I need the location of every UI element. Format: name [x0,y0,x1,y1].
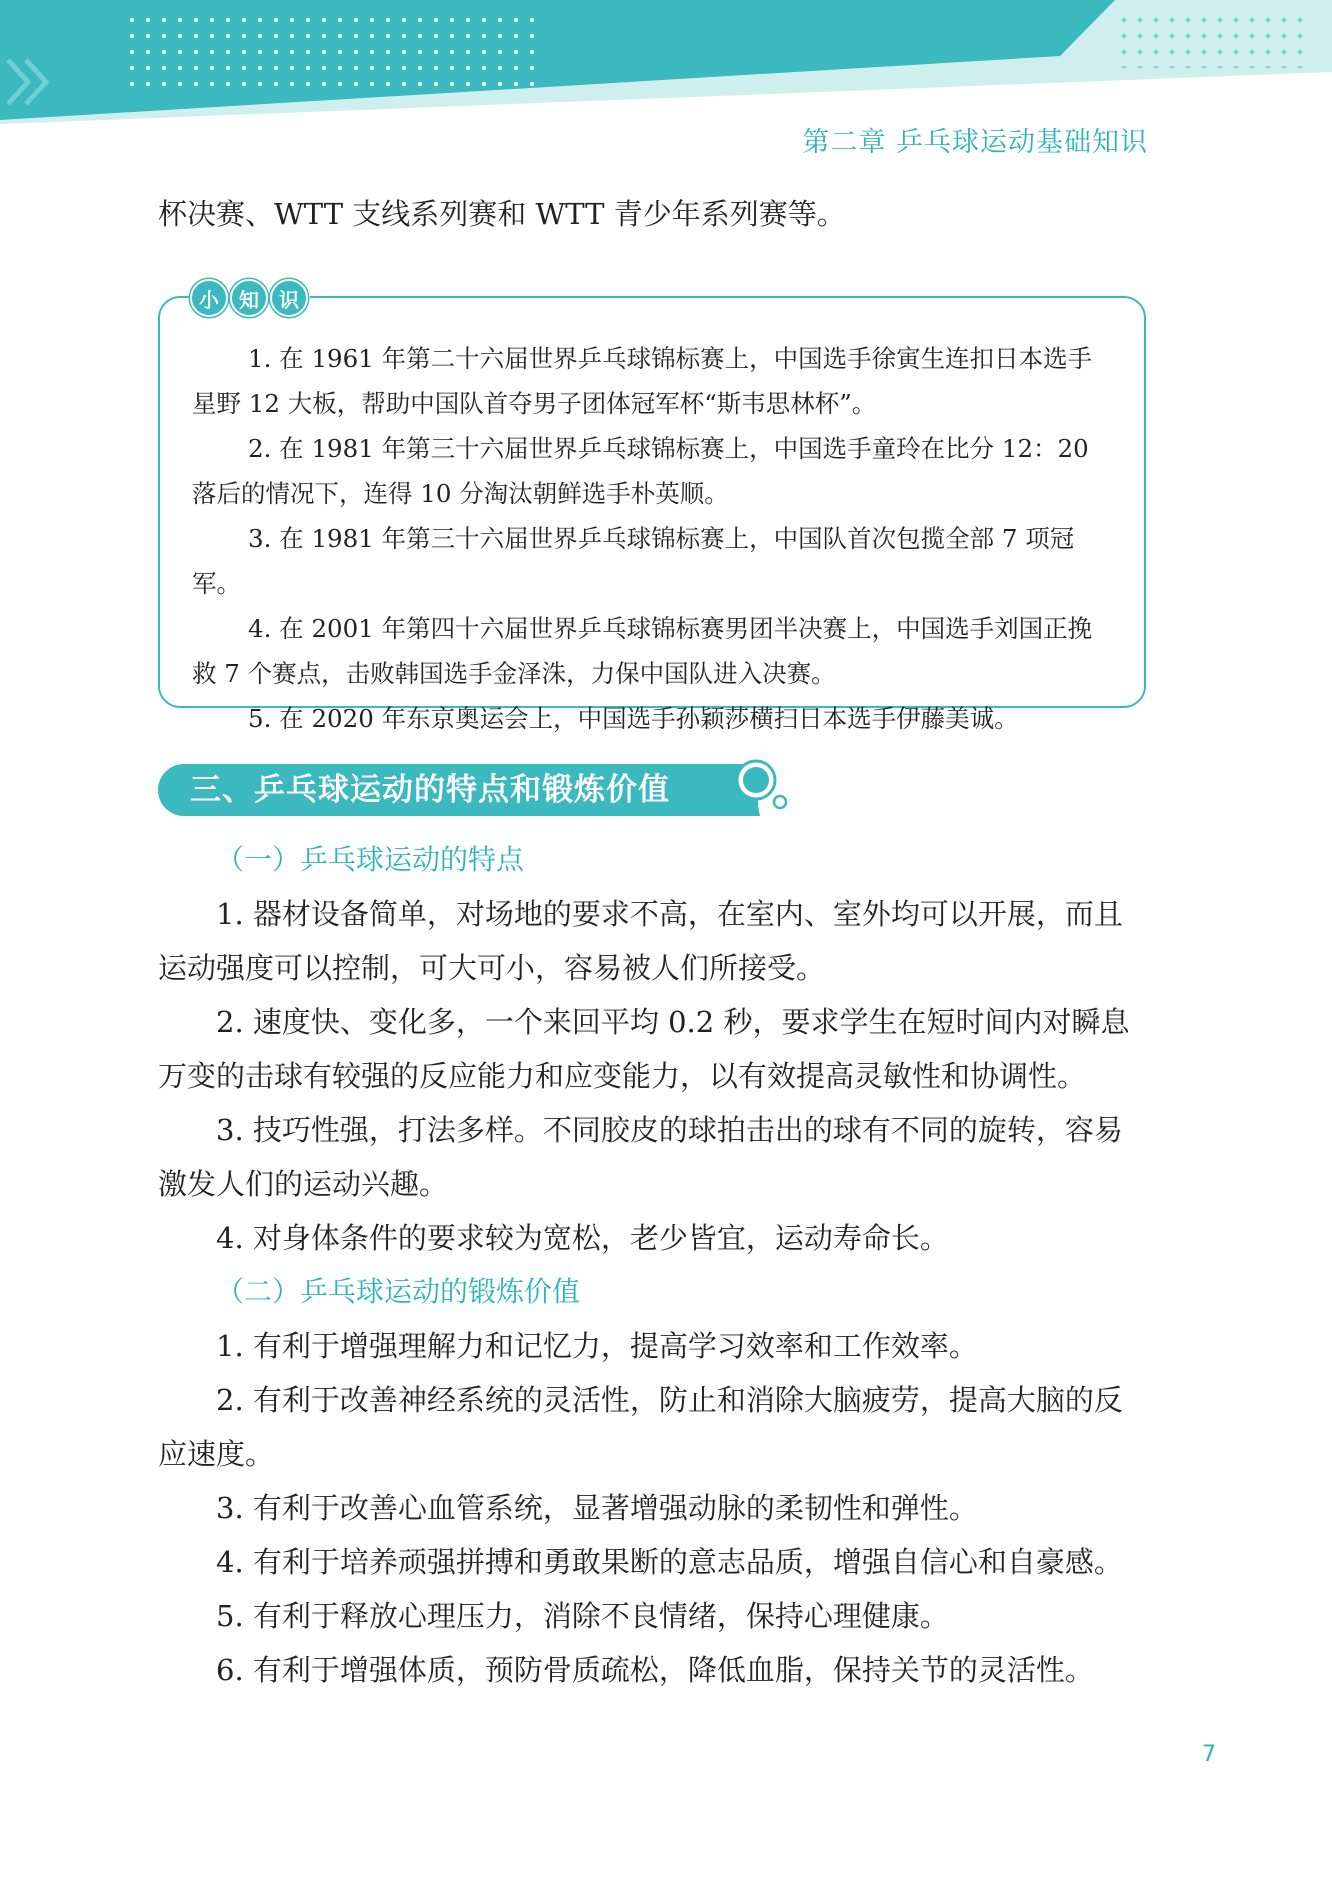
knowledge-badge [190,277,310,319]
feature-item: 2. 速度快、变化多，一个来回平均 0.2 秒，要求学生在短时间内对瞬息万变的击球有较强的反应能力和应变能力，以有效提高灵敏性和协调性。 [158,1005,1130,1093]
subsection-heading: （二）乒乓球运动的锻炼价值 [216,1275,581,1308]
knowledge-item: 2. 在 1981 年第三十六届世界乒乓球锦标赛上，中国选手童玲在比分 12：20 落后的情况下，连得 10 分淘汰朝鲜选手朴英顺。 [192,434,1089,508]
value-item: 2. 有利于改善神经系统的灵活性，防止和消除大脑疲劳，提高大脑的反应速度。 [158,1383,1123,1471]
knowledge-item: 3. 在 1981 年第三十六届世界乒乓球锦标赛上，中国队首次包揽全部 7 项冠军。 [192,524,1075,598]
knowledge-list [192,336,1114,741]
badge-char: 知 [230,279,268,317]
value-item: 5. 有利于释放心理压力，消除不良情绪，保持心理健康。 [216,1599,949,1633]
page-number: 7 [1202,1742,1216,1767]
badge-char: 识 [270,279,308,317]
intro-paragraph [158,187,1148,241]
paddle-icon [730,756,792,818]
knowledge-item: 5. 在 2020 年东京奥运会上，中国选手孙颖莎横扫日本选手伊藤美诚。 [248,704,1019,733]
badge-char: 小 [190,279,228,317]
value-item: 1. 有利于增强理解力和记忆力，提高学习效率和工作效率。 [216,1329,978,1363]
feature-item: 4. 对身体条件的要求较为宽松，老少皆宜，运动寿命长。 [216,1221,949,1255]
value-item: 6. 有利于增强体质，预防骨质疏松，降低血脂，保持关节的灵活性。 [216,1653,1094,1687]
header-banner [0,0,1332,130]
intro-line: 杯决赛、WTT 支线系列赛和 WTT 青少年系列赛等。 [158,197,846,231]
value-item: 4. 有利于培养顽强拼搏和勇敢果断的意志品质，增强自信心和自豪感。 [216,1545,1123,1579]
value-item: 3. 有利于改善心血管系统，显著增强动脉的柔韧性和弹性。 [216,1491,978,1525]
feature-item: 3. 技巧性强，打法多样。不同胶皮的球拍击出的球有不同的旋转，容易激发人们的运动兴趣。 [158,1113,1123,1201]
chapter-title: 第二章 乒乓球运动基础知识 [802,127,1148,158]
feature-item: 1. 器材设备简单，对场地的要求不高，在室内、室外均可以开展，而且运动强度可以控制，可大可小，容易被人们所接受。 [158,897,1123,985]
knowledge-item: 4. 在 2001 年第四十六届世界乒乓球锦标赛男团半决赛上，中国选手刘国正挽救 7 个赛点，击败韩国选手金泽洙，力保中国队进入决赛。 [192,614,1093,688]
knowledge-item: 1. 在 1961 年第二十六届世界乒乓球锦标赛上，中国选手徐寅生连扣日本选手星野 12 大板，帮助中国队首夺男子团体冠军杯“斯韦思林杯”。 [192,344,1093,418]
subsection-heading: （一）乒乓球运动的特点 [216,843,525,876]
section-body [158,833,1148,1697]
section-title: 三、乒乓球运动的特点和锻炼价值 [190,772,670,808]
